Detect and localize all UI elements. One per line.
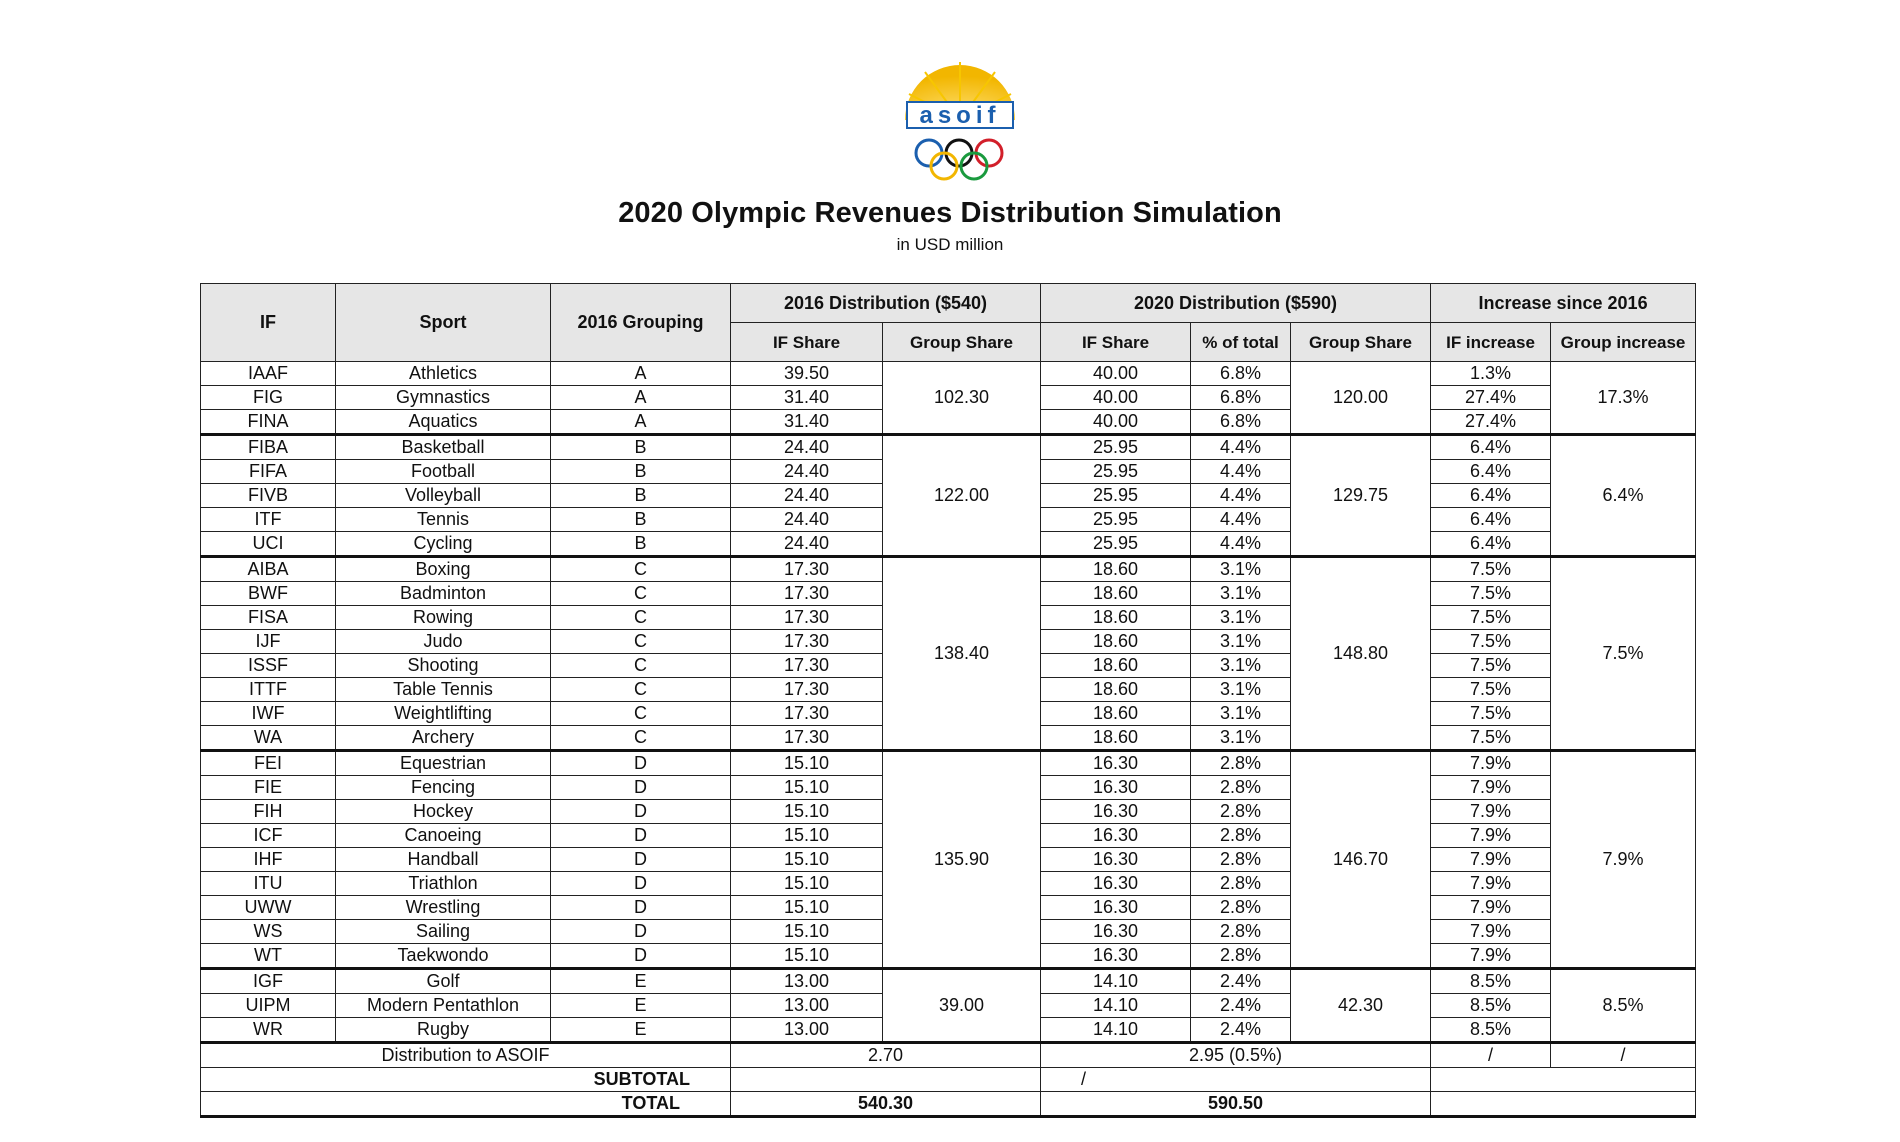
total-2020: 590.50: [1041, 1092, 1431, 1117]
group-share-2020: 120.00: [1291, 362, 1431, 435]
sport-name: Judo: [336, 630, 551, 654]
if-increase: 27.4%: [1431, 386, 1551, 410]
sport-name: Shooting: [336, 654, 551, 678]
if-increase: 7.9%: [1431, 944, 1551, 969]
if-increase: 8.5%: [1431, 1018, 1551, 1043]
pct-of-total: 2.4%: [1191, 994, 1291, 1018]
asoif-distribution-row: [201, 1043, 1696, 1068]
asoif-logo-graphic: [885, 58, 1035, 188]
pct-of-total: 3.1%: [1191, 702, 1291, 726]
if-share-2020: 18.60: [1041, 678, 1191, 702]
grouping: A: [551, 362, 731, 386]
group-share-2016: 39.00: [883, 969, 1041, 1043]
sport-name: Aquatics: [336, 410, 551, 435]
if-share-2016: 15.10: [731, 872, 883, 896]
if-share-2020: 25.95: [1041, 460, 1191, 484]
if-share-2020: 18.60: [1041, 726, 1191, 751]
sport-name: Golf: [336, 969, 551, 994]
if-code: ITTF: [201, 678, 336, 702]
grouping: C: [551, 702, 731, 726]
sport-name: Boxing: [336, 557, 551, 582]
grouping: B: [551, 508, 731, 532]
pct-of-total: 2.8%: [1191, 776, 1291, 800]
if-share-2020: 40.00: [1041, 386, 1191, 410]
if-share-2016: 31.40: [731, 410, 883, 435]
if-increase: 7.5%: [1431, 726, 1551, 751]
grouping: B: [551, 532, 731, 557]
total-2016: 540.30: [731, 1092, 1041, 1117]
grouping: E: [551, 969, 731, 994]
sport-name: Wrestling: [336, 896, 551, 920]
group-increase: 17.3%: [1551, 362, 1696, 435]
sport-name: Hockey: [336, 800, 551, 824]
header-if: IF: [201, 284, 336, 362]
sport-name: Rugby: [336, 1018, 551, 1043]
table-body: [201, 362, 1696, 1117]
if-share-2016: 15.10: [731, 920, 883, 944]
if-increase: 7.9%: [1431, 800, 1551, 824]
sport-name: Rowing: [336, 606, 551, 630]
if-share-2020: 16.30: [1041, 776, 1191, 800]
if-code: ISSF: [201, 654, 336, 678]
grouping: C: [551, 678, 731, 702]
header-group-increase: Group increase: [1551, 323, 1696, 362]
grouping: C: [551, 654, 731, 678]
if-increase: 8.5%: [1431, 994, 1551, 1018]
if-share-2020: 16.30: [1041, 944, 1191, 969]
grouping: D: [551, 751, 731, 776]
header-group-share-2016: Group Share: [883, 323, 1041, 362]
asoif-if-increase: /: [1431, 1043, 1551, 1068]
if-share-2020: 14.10: [1041, 1018, 1191, 1043]
header-increase: Increase since 2016: [1431, 284, 1696, 323]
if-share-2020: 16.30: [1041, 800, 1191, 824]
if-increase: 27.4%: [1431, 410, 1551, 435]
asoif-distribution-2020: 2.95 (0.5%): [1041, 1043, 1431, 1068]
table-row: [201, 969, 1696, 994]
sport-name: Canoeing: [336, 824, 551, 848]
grouping: D: [551, 824, 731, 848]
pct-of-total: 2.8%: [1191, 896, 1291, 920]
if-increase: 7.5%: [1431, 582, 1551, 606]
if-code: FIBA: [201, 435, 336, 460]
grouping: E: [551, 1018, 731, 1043]
if-code: FIFA: [201, 460, 336, 484]
table-row: [201, 362, 1696, 386]
group-increase: 7.9%: [1551, 751, 1696, 969]
group-increase: 8.5%: [1551, 969, 1696, 1043]
pct-of-total: 4.4%: [1191, 532, 1291, 557]
pct-of-total: 2.8%: [1191, 751, 1291, 776]
if-share-2020: 25.95: [1041, 435, 1191, 460]
if-code: FISA: [201, 606, 336, 630]
pct-of-total: 6.8%: [1191, 362, 1291, 386]
if-share-2020: 16.30: [1041, 872, 1191, 896]
if-share-2020: 16.30: [1041, 751, 1191, 776]
if-share-2020: 25.95: [1041, 508, 1191, 532]
pct-of-total: 2.8%: [1191, 944, 1291, 969]
if-share-2016: 17.30: [731, 557, 883, 582]
if-share-2016: 17.30: [731, 654, 883, 678]
if-share-2016: 24.40: [731, 435, 883, 460]
if-share-2016: 24.40: [731, 532, 883, 557]
if-code: IGF: [201, 969, 336, 994]
pct-of-total: 3.1%: [1191, 582, 1291, 606]
pct-of-total: 4.4%: [1191, 508, 1291, 532]
if-share-2016: 15.10: [731, 896, 883, 920]
if-code: IHF: [201, 848, 336, 872]
grouping: C: [551, 630, 731, 654]
if-increase: 7.5%: [1431, 654, 1551, 678]
group-share-2020: 42.30: [1291, 969, 1431, 1043]
pct-of-total: 2.4%: [1191, 969, 1291, 994]
if-increase: 6.4%: [1431, 460, 1551, 484]
pct-of-total: 6.8%: [1191, 410, 1291, 435]
if-increase: 6.4%: [1431, 484, 1551, 508]
total-label: TOTAL: [201, 1092, 731, 1117]
if-code: AIBA: [201, 557, 336, 582]
sport-name: Football: [336, 460, 551, 484]
grouping: B: [551, 460, 731, 484]
pct-of-total: 3.1%: [1191, 606, 1291, 630]
subtotal-2020: /: [1041, 1068, 1431, 1092]
pct-of-total: 2.8%: [1191, 800, 1291, 824]
if-share-2020: 16.30: [1041, 896, 1191, 920]
header-if-increase: IF increase: [1431, 323, 1551, 362]
sport-name: Archery: [336, 726, 551, 751]
if-share-2016: 24.40: [731, 460, 883, 484]
grouping: C: [551, 726, 731, 751]
if-code: WT: [201, 944, 336, 969]
if-code: UWW: [201, 896, 336, 920]
if-share-2020: 40.00: [1041, 362, 1191, 386]
page-title: 2020 Olympic Revenues Distribution Simulation: [618, 197, 1282, 229]
if-share-2016: 17.30: [731, 702, 883, 726]
sport-name: Badminton: [336, 582, 551, 606]
pct-of-total: 4.4%: [1191, 460, 1291, 484]
subtotal-increase: [1431, 1068, 1696, 1092]
grouping: D: [551, 776, 731, 800]
pct-of-total: 2.8%: [1191, 872, 1291, 896]
if-increase: 6.4%: [1431, 532, 1551, 557]
if-code: IJF: [201, 630, 336, 654]
sport-name: Sailing: [336, 920, 551, 944]
if-share-2020: 16.30: [1041, 920, 1191, 944]
sport-name: Handball: [336, 848, 551, 872]
if-increase: 7.9%: [1431, 896, 1551, 920]
if-share-2020: 18.60: [1041, 702, 1191, 726]
pct-of-total: 3.1%: [1191, 726, 1291, 751]
if-code: BWF: [201, 582, 336, 606]
if-share-2020: 14.10: [1041, 994, 1191, 1018]
pct-of-total: 4.4%: [1191, 435, 1291, 460]
table-row: [201, 557, 1696, 582]
if-share-2020: 25.95: [1041, 532, 1191, 557]
if-code: UIPM: [201, 994, 336, 1018]
if-code: ITU: [201, 872, 336, 896]
sport-name: Fencing: [336, 776, 551, 800]
if-share-2016: 13.00: [731, 994, 883, 1018]
if-code: IAAF: [201, 362, 336, 386]
if-share-2016: 15.10: [731, 776, 883, 800]
group-increase: 6.4%: [1551, 435, 1696, 557]
group-share-2016: 138.40: [883, 557, 1041, 751]
if-increase: 7.9%: [1431, 751, 1551, 776]
if-increase: 7.5%: [1431, 678, 1551, 702]
grouping: B: [551, 435, 731, 460]
asoif-distribution-2016: 2.70: [731, 1043, 1041, 1068]
sport-name: Taekwondo: [336, 944, 551, 969]
if-share-2020: 18.60: [1041, 557, 1191, 582]
if-code: UCI: [201, 532, 336, 557]
if-share-2016: 17.30: [731, 678, 883, 702]
grouping: D: [551, 896, 731, 920]
grouping: C: [551, 582, 731, 606]
if-share-2016: 24.40: [731, 508, 883, 532]
header-if-share-2020: IF Share: [1041, 323, 1191, 362]
subtotal-label: SUBTOTAL: [201, 1068, 731, 1092]
header-group-share-2020: Group Share: [1291, 323, 1431, 362]
if-share-2020: 18.60: [1041, 654, 1191, 678]
if-share-2016: 15.10: [731, 800, 883, 824]
group-share-2020: 146.70: [1291, 751, 1431, 969]
if-share-2020: 25.95: [1041, 484, 1191, 508]
if-code: WS: [201, 920, 336, 944]
if-increase: 7.5%: [1431, 630, 1551, 654]
if-share-2020: 40.00: [1041, 410, 1191, 435]
grouping: A: [551, 410, 731, 435]
total-increase: [1431, 1092, 1696, 1117]
table-row: [201, 751, 1696, 776]
sport-name: Cycling: [336, 532, 551, 557]
pct-of-total: 2.8%: [1191, 848, 1291, 872]
sport-name: Athletics: [336, 362, 551, 386]
sport-name: Volleyball: [336, 484, 551, 508]
page-subtitle: in USD million: [896, 235, 1004, 254]
if-share-2020: 18.60: [1041, 606, 1191, 630]
sport-name: Equestrian: [336, 751, 551, 776]
group-increase: 7.5%: [1551, 557, 1696, 751]
grouping: A: [551, 386, 731, 410]
if-code: FIVB: [201, 484, 336, 508]
group-share-2020: 148.80: [1291, 557, 1431, 751]
if-share-2016: 15.10: [731, 848, 883, 872]
sport-name: Basketball: [336, 435, 551, 460]
if-increase: 6.4%: [1431, 508, 1551, 532]
pct-of-total: 3.1%: [1191, 557, 1291, 582]
if-code: FINA: [201, 410, 336, 435]
if-share-2016: 31.40: [731, 386, 883, 410]
asoif-logo: [885, 58, 1035, 188]
if-code: FEI: [201, 751, 336, 776]
if-increase: 7.5%: [1431, 606, 1551, 630]
if-code: ICF: [201, 824, 336, 848]
if-increase: 1.3%: [1431, 362, 1551, 386]
if-share-2016: 17.30: [731, 582, 883, 606]
pct-of-total: 3.1%: [1191, 630, 1291, 654]
logo-wordmark: asoif: [919, 102, 1001, 129]
if-share-2020: 14.10: [1041, 969, 1191, 994]
grouping: D: [551, 848, 731, 872]
asoif-group-increase: /: [1551, 1043, 1696, 1068]
if-share-2020: 16.30: [1041, 848, 1191, 872]
if-share-2016: 15.10: [731, 944, 883, 969]
grouping: D: [551, 920, 731, 944]
pct-of-total: 2.8%: [1191, 824, 1291, 848]
header-2016-distribution: 2016 Distribution ($540): [731, 284, 1041, 323]
if-code: WR: [201, 1018, 336, 1043]
if-share-2020: 18.60: [1041, 582, 1191, 606]
grouping: E: [551, 994, 731, 1018]
pct-of-total: 3.1%: [1191, 678, 1291, 702]
if-code: FIH: [201, 800, 336, 824]
group-share-2016: 122.00: [883, 435, 1041, 557]
if-increase: 7.5%: [1431, 557, 1551, 582]
sport-name: Triathlon: [336, 872, 551, 896]
pct-of-total: 2.4%: [1191, 1018, 1291, 1043]
olympic-rings-icon: [916, 140, 1002, 179]
grouping: D: [551, 872, 731, 896]
header-pct-total: % of total: [1191, 323, 1291, 362]
if-increase: 7.9%: [1431, 848, 1551, 872]
group-share-2016: 135.90: [883, 751, 1041, 969]
pct-of-total: 6.8%: [1191, 386, 1291, 410]
if-increase: 6.4%: [1431, 435, 1551, 460]
sport-name: Modern Pentathlon: [336, 994, 551, 1018]
if-share-2016: 15.10: [731, 751, 883, 776]
grouping: C: [551, 557, 731, 582]
if-code: FIE: [201, 776, 336, 800]
if-share-2016: 15.10: [731, 824, 883, 848]
if-share-2016: 13.00: [731, 1018, 883, 1043]
grouping: C: [551, 606, 731, 630]
table-row: [201, 435, 1696, 460]
if-share-2016: 17.30: [731, 726, 883, 751]
header-if-share-2016: IF Share: [731, 323, 883, 362]
pct-of-total: 2.8%: [1191, 920, 1291, 944]
header-sport: Sport: [336, 284, 551, 362]
subtotal-row: [201, 1068, 1696, 1092]
if-increase: 7.9%: [1431, 872, 1551, 896]
grouping: D: [551, 800, 731, 824]
header-2020-distribution: 2020 Distribution ($590): [1041, 284, 1431, 323]
if-code: FIG: [201, 386, 336, 410]
if-code: WA: [201, 726, 336, 751]
if-share-2020: 16.30: [1041, 824, 1191, 848]
if-increase: 7.9%: [1431, 824, 1551, 848]
group-share-2020: 129.75: [1291, 435, 1431, 557]
if-code: ITF: [201, 508, 336, 532]
group-share-2016: 102.30: [883, 362, 1041, 435]
pct-of-total: 4.4%: [1191, 484, 1291, 508]
sport-name: Weightlifting: [336, 702, 551, 726]
if-share-2016: 39.50: [731, 362, 883, 386]
if-increase: 8.5%: [1431, 969, 1551, 994]
if-share-2020: 18.60: [1041, 630, 1191, 654]
sport-name: Table Tennis: [336, 678, 551, 702]
pct-of-total: 3.1%: [1191, 654, 1291, 678]
if-share-2016: 17.30: [731, 606, 883, 630]
if-share-2016: 13.00: [731, 969, 883, 994]
if-share-2016: 24.40: [731, 484, 883, 508]
sport-name: Tennis: [336, 508, 551, 532]
header-grouping: 2016 Grouping: [551, 284, 731, 362]
if-increase: 7.5%: [1431, 702, 1551, 726]
subtotal-2016: [731, 1068, 1041, 1092]
grouping: B: [551, 484, 731, 508]
asoif-distribution-label: Distribution to ASOIF: [201, 1043, 731, 1068]
sport-name: Gymnastics: [336, 386, 551, 410]
total-row: [201, 1092, 1696, 1117]
if-code: IWF: [201, 702, 336, 726]
distribution-table: [200, 283, 1696, 1118]
if-increase: 7.9%: [1431, 920, 1551, 944]
if-share-2016: 17.30: [731, 630, 883, 654]
grouping: D: [551, 944, 731, 969]
if-increase: 7.9%: [1431, 776, 1551, 800]
